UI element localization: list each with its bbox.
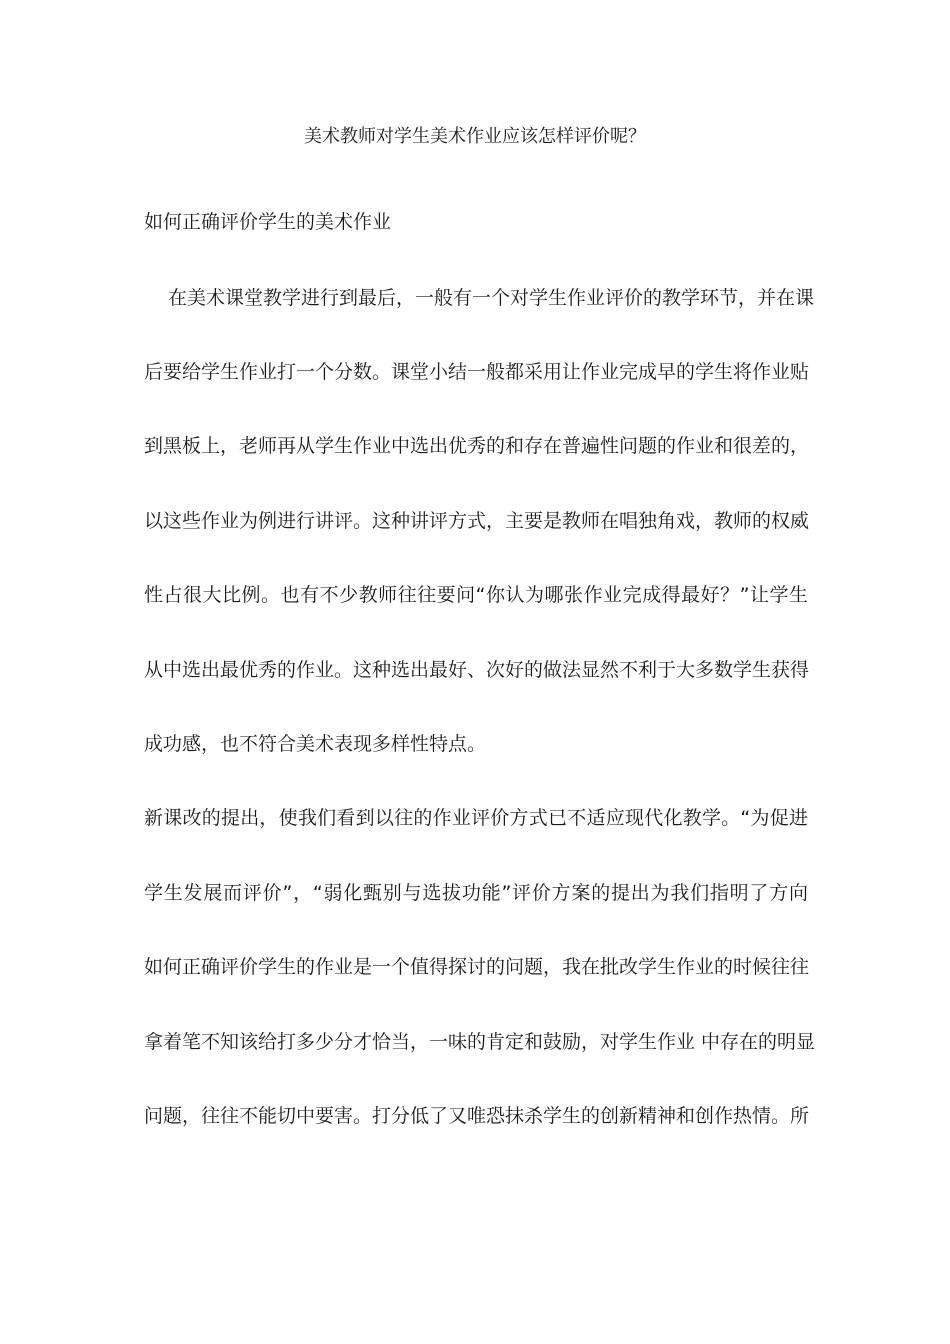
- paragraph-line: 拿着笔不知该给打多少分才恰当，一味的肯定和鼓励，对学生作业 中存在的明显: [144, 1031, 816, 1053]
- document-title: 美术教师对学生美术作业应该怎样评价呢？: [304, 126, 646, 147]
- paragraph-line: 学生发展而评价”，“弱化甄别与选拔功能”评价方案的提出为我们指明了方向: [144, 882, 808, 904]
- paragraph-line: 在美术课堂教学进行到最后，一般有一个对学生作业评价的教学环节，并在课: [168, 287, 815, 309]
- paragraph-line: 新课改的提出，使我们看到以往的作业评价方式已不适应现代化教学。“为促进: [144, 807, 808, 829]
- section-heading: 如何正确评价学生的美术作业: [144, 211, 392, 233]
- paragraph-line: 成功感，也不符合美术表现多样性特点。: [144, 733, 487, 755]
- paragraph-line: 问题，往往不能切中要害。打分低了又唯恐抹杀学生的创新精神和创作热情。所: [144, 1105, 810, 1127]
- paragraph-line: 以这些作业为例进行讲评。这种讲评方式，主要是教师在唱独角戏，教师的权威: [144, 510, 810, 532]
- paragraph-line: 从中选出最优秀的作业。这种选出最好、次好的做法显然不利于大多数学生获得: [144, 659, 810, 681]
- paragraph-line: 性占很大比例。也有不少教师往往要问“你认为哪张作业完成得最好？”让学生: [144, 584, 808, 606]
- paragraph-line: 到黑板上，老师再从学生作业中选出优秀的和存在普遍性问题的作业和很差的，: [144, 435, 810, 457]
- paragraph-line: 如何正确评价学生的作业是一个值得探讨的问题，我在批改学生作业的时候往往: [144, 956, 810, 978]
- paragraph-line: 后要给学生作业打一个分数。课堂小结一般都采用让作业完成早的学生将作业贴: [144, 361, 810, 383]
